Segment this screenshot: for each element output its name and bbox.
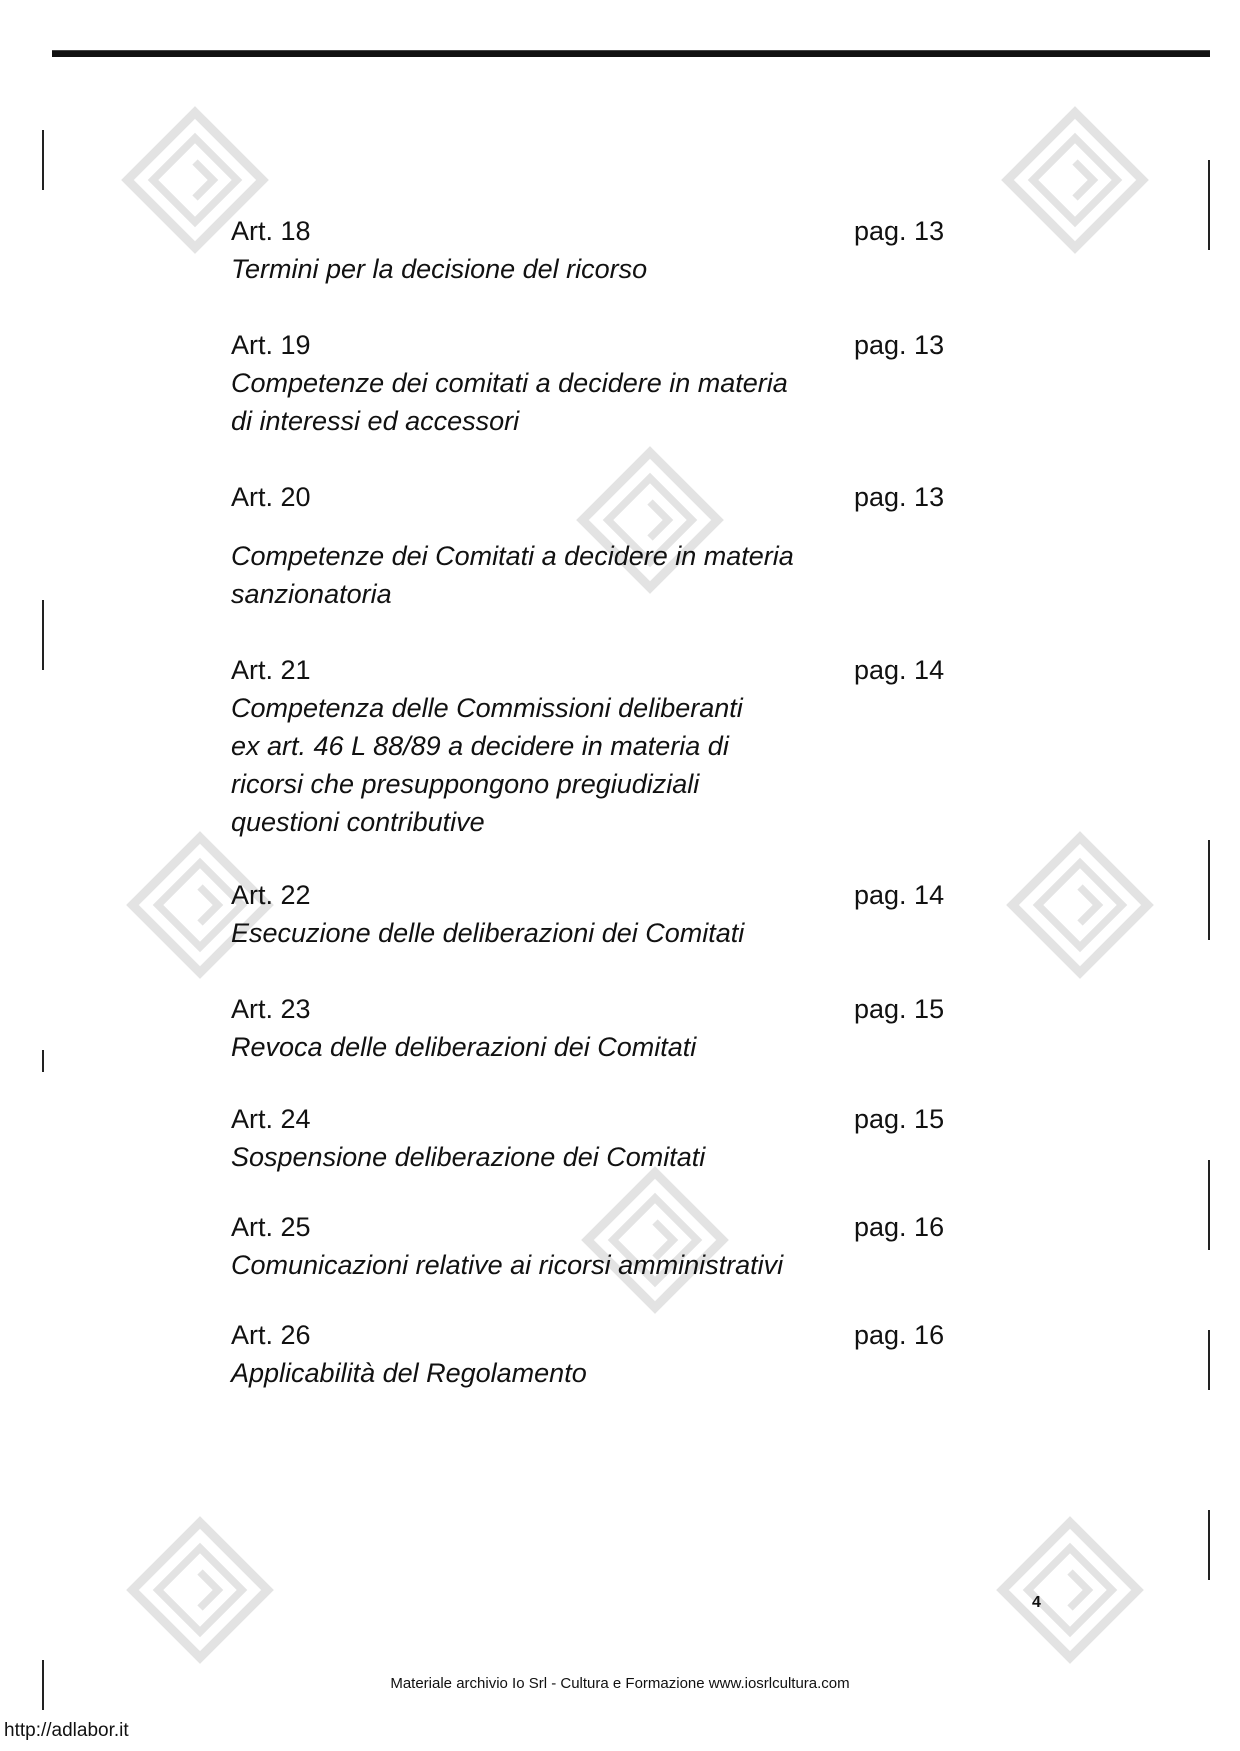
article-title: [231, 1028, 696, 1066]
title-line: Competenza delle Commissioni deliberanti: [231, 693, 743, 723]
article-title: [231, 537, 794, 613]
title-line: questioni contributive: [231, 807, 485, 837]
article-title: [231, 250, 647, 288]
title-line: Competenze dei Comitati a decidere in materia: [231, 541, 794, 571]
article-title: [231, 1246, 783, 1284]
page-reference: pag. 13: [854, 216, 945, 246]
article-number: Art. 25: [231, 1212, 311, 1242]
title-line: Revoca delle deliberazioni dei Comitati: [231, 1032, 697, 1062]
page-reference: pag. 16: [854, 1320, 945, 1350]
page-reference: pag. 16: [854, 1212, 945, 1242]
article-number: Art. 21: [231, 655, 311, 685]
article-number: Art. 26: [231, 1320, 311, 1350]
article-title: [231, 1138, 705, 1176]
article-title: [231, 1354, 587, 1392]
page-number: 4: [1032, 1594, 1041, 1611]
page-reference: pag. 15: [854, 994, 945, 1024]
title-line: sanzionatoria: [231, 579, 392, 609]
page-reference: pag. 13: [854, 482, 945, 512]
title-line: Comunicazioni relative ai ricorsi amministrativi: [231, 1250, 784, 1280]
title-line: ex art. 46 L 88/89 a decidere in materia di: [231, 731, 729, 761]
title-line: Esecuzione delle deliberazioni dei Comitati: [231, 918, 745, 948]
page-reference: pag. 15: [854, 1104, 945, 1134]
article-number: Art. 18: [231, 216, 311, 246]
article-number: Art. 22: [231, 880, 311, 910]
article-number: Art. 19: [231, 330, 311, 360]
article-title: [231, 689, 743, 841]
footer-text: Materiale archivio Io Srl - Cultura e Formazione www.iosrlcultura.com: [390, 1675, 850, 1692]
page-reference: pag. 14: [854, 880, 945, 910]
title-line: Termini per la decisione del ricorso: [231, 254, 648, 284]
title-line: Applicabilità del Regolamento: [231, 1358, 587, 1388]
source-url[interactable]: http://adlabor.it: [4, 1720, 129, 1741]
title-line: Sospensione deliberazione dei Comitati: [231, 1142, 706, 1172]
page-reference: pag. 14: [854, 655, 945, 685]
article-number: Art. 24: [231, 1104, 311, 1134]
title-line: Competenze dei comitati a decidere in materia: [231, 368, 788, 398]
article-number: Art. 20: [231, 482, 311, 512]
title-line: ricorsi che presuppongono pregiudiziali: [231, 769, 700, 799]
page-reference: pag. 13: [854, 330, 945, 360]
title-line: di interessi ed accessori: [231, 406, 520, 436]
article-title: [231, 914, 744, 952]
article-title: [231, 364, 788, 440]
article-number: Art. 23: [231, 994, 311, 1024]
